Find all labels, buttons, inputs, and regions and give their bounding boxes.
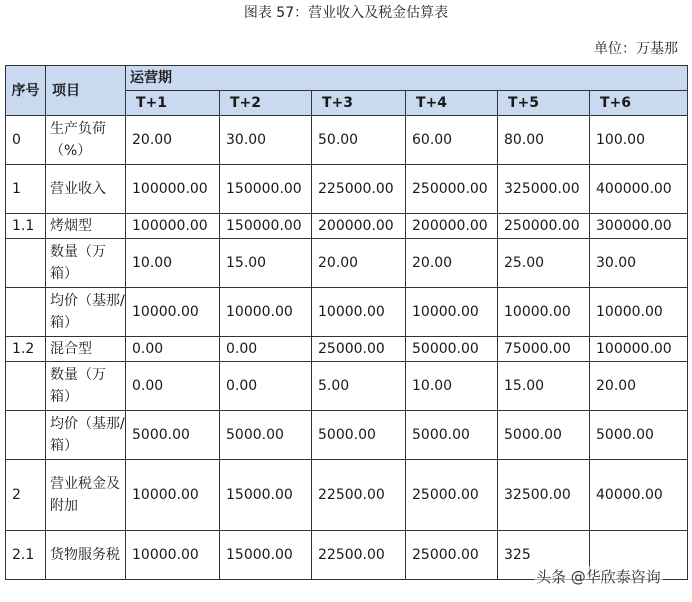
row-value: 60.00 bbox=[406, 116, 498, 165]
row-value: 25000.00 bbox=[406, 531, 498, 580]
row-value: 5000.00 bbox=[406, 411, 498, 460]
header-seq: 序号 bbox=[6, 66, 46, 116]
row-value: 25000.00 bbox=[406, 460, 498, 531]
row-seq: 0 bbox=[6, 116, 46, 165]
row-value: 100000.00 bbox=[126, 165, 220, 214]
row-item: 营业收入 bbox=[46, 165, 126, 214]
table-row bbox=[6, 239, 688, 288]
row-value: 0.00 bbox=[126, 362, 220, 411]
row-value: 32500.00 bbox=[498, 460, 590, 531]
row-value: 0.00 bbox=[126, 337, 220, 362]
row-value: 15000.00 bbox=[220, 531, 312, 580]
watermark: 头条 @华欣泰咨询 bbox=[536, 568, 661, 586]
row-value: 20.00 bbox=[126, 116, 220, 165]
row-value: 50000.00 bbox=[406, 337, 498, 362]
row-value: 75000.00 bbox=[498, 337, 590, 362]
row-value: 225000.00 bbox=[312, 165, 406, 214]
row-value: 5000.00 bbox=[220, 411, 312, 460]
row-item: 生产负荷（%） bbox=[46, 116, 126, 165]
table-caption: 图表 57：营业收入及税金估算表 bbox=[243, 5, 449, 21]
row-value: 10.00 bbox=[406, 362, 498, 411]
row-value: 150000.00 bbox=[220, 214, 312, 239]
row-item: 混合型 bbox=[46, 337, 126, 362]
row-value: 40000.00 bbox=[590, 460, 688, 531]
row-value: 250000.00 bbox=[406, 165, 498, 214]
row-value: 400000.00 bbox=[590, 165, 688, 214]
table-row bbox=[6, 116, 688, 165]
row-item: 营业税金及附加 bbox=[46, 460, 126, 531]
row-value: 25000.00 bbox=[312, 337, 406, 362]
row-value: 25.00 bbox=[498, 239, 590, 288]
row-seq bbox=[6, 239, 46, 288]
row-value: 10000.00 bbox=[312, 288, 406, 337]
row-value: 10000.00 bbox=[498, 288, 590, 337]
table-row bbox=[6, 288, 688, 337]
row-seq: 1 bbox=[6, 165, 46, 214]
row-value: 150000.00 bbox=[220, 165, 312, 214]
row-value: 5.00 bbox=[312, 362, 406, 411]
table-row bbox=[6, 460, 688, 531]
unit-label: 单位：万基那 bbox=[594, 41, 678, 57]
row-value: 20.00 bbox=[312, 239, 406, 288]
row-value: 325 bbox=[498, 531, 590, 580]
row-value: 0.00 bbox=[220, 362, 312, 411]
revenue-tax-table bbox=[5, 65, 688, 580]
row-value: 20.00 bbox=[406, 239, 498, 288]
table-row bbox=[6, 214, 688, 239]
row-value: 5000.00 bbox=[312, 411, 406, 460]
table-row bbox=[6, 337, 688, 362]
header-period: 运营期 bbox=[126, 66, 688, 91]
row-value: 30.00 bbox=[220, 116, 312, 165]
row-seq bbox=[6, 411, 46, 460]
row-value: 300000.00 bbox=[590, 214, 688, 239]
row-seq bbox=[6, 288, 46, 337]
row-item: 数量（万箱） bbox=[46, 362, 126, 411]
row-value: 100000.00 bbox=[590, 337, 688, 362]
header-period-t5: T+5 bbox=[498, 91, 590, 116]
row-value: 15.00 bbox=[220, 239, 312, 288]
row-value: 10000.00 bbox=[406, 288, 498, 337]
header-item: 项目 bbox=[46, 66, 126, 116]
row-value: 15000.00 bbox=[220, 460, 312, 531]
header-period-t2: T+2 bbox=[220, 91, 312, 116]
row-value: 10000.00 bbox=[590, 288, 688, 337]
row-value: 22500.00 bbox=[312, 531, 406, 580]
table-row bbox=[6, 165, 688, 214]
row-value: 10.00 bbox=[126, 239, 220, 288]
row-value: 5000.00 bbox=[590, 411, 688, 460]
header-period-t6: T+6 bbox=[590, 91, 688, 116]
row-value: 80.00 bbox=[498, 116, 590, 165]
row-value: 200000.00 bbox=[406, 214, 498, 239]
row-seq: 2.1 bbox=[6, 531, 46, 580]
row-item: 烤烟型 bbox=[46, 214, 126, 239]
table-row bbox=[6, 362, 688, 411]
header-period-t4: T+4 bbox=[406, 91, 498, 116]
row-value: 10000.00 bbox=[220, 288, 312, 337]
row-value: 200000.00 bbox=[312, 214, 406, 239]
row-value: 325000.00 bbox=[498, 165, 590, 214]
row-value: 100.00 bbox=[590, 116, 688, 165]
row-value: 0.00 bbox=[220, 337, 312, 362]
row-value: 5000.00 bbox=[498, 411, 590, 460]
row-value: 5000.00 bbox=[126, 411, 220, 460]
row-seq: 1.2 bbox=[6, 337, 46, 362]
row-item: 均价（基那/箱） bbox=[46, 288, 126, 337]
row-seq: 2 bbox=[6, 460, 46, 531]
header-period-t1: T+1 bbox=[126, 91, 220, 116]
row-value: 10000.00 bbox=[126, 531, 220, 580]
row-value: 10000.00 bbox=[126, 460, 220, 531]
row-value: 22500.00 bbox=[312, 460, 406, 531]
row-value: 10000.00 bbox=[126, 288, 220, 337]
row-value: 100000.00 bbox=[126, 214, 220, 239]
header-period-t3: T+3 bbox=[312, 91, 406, 116]
row-value: 20.00 bbox=[590, 362, 688, 411]
row-seq bbox=[6, 362, 46, 411]
row-value: 15.00 bbox=[498, 362, 590, 411]
table-body bbox=[6, 116, 688, 580]
table-row bbox=[6, 411, 688, 460]
row-item: 均价（基那/箱） bbox=[46, 411, 126, 460]
row-seq: 1.1 bbox=[6, 214, 46, 239]
row-value: 250000.00 bbox=[498, 214, 590, 239]
row-item: 货物服务税 bbox=[46, 531, 126, 580]
row-value: 30.00 bbox=[590, 239, 688, 288]
row-item: 数量（万箱） bbox=[46, 239, 126, 288]
row-value: 50.00 bbox=[312, 116, 406, 165]
